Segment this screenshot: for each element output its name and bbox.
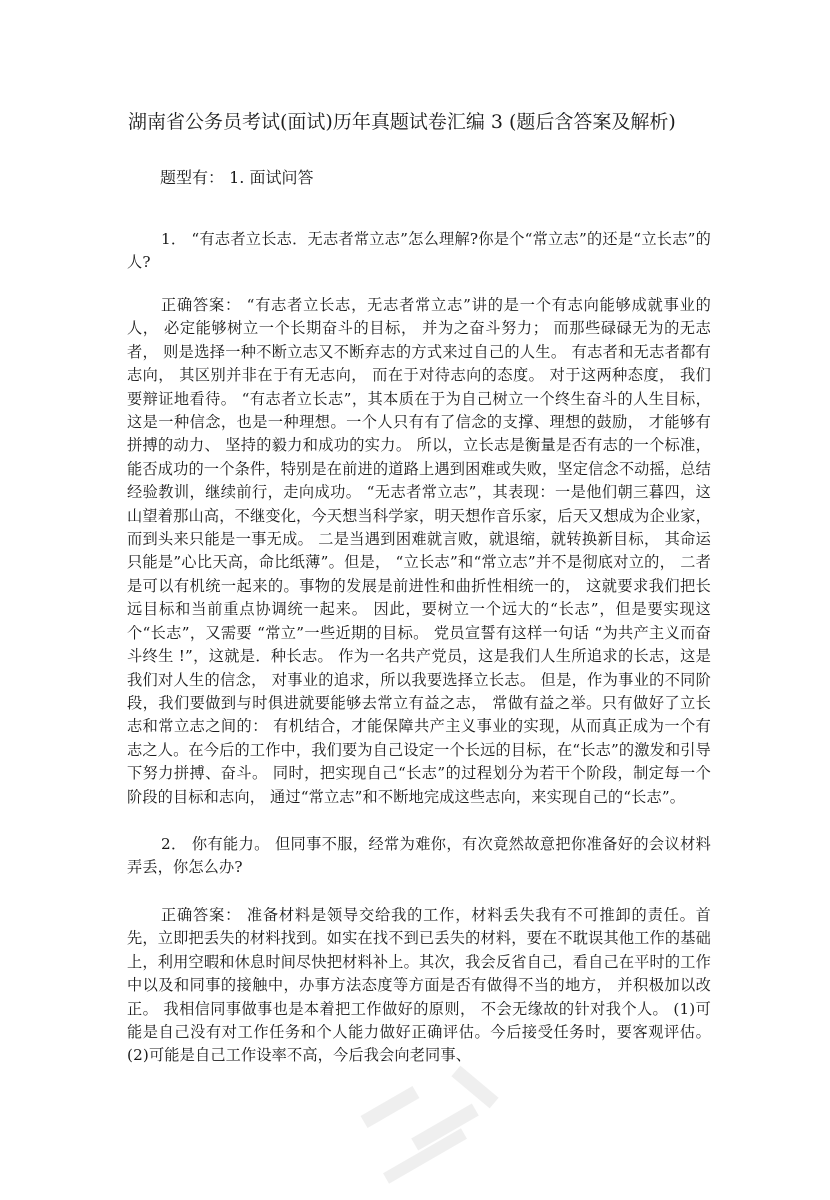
question-2 [127, 833, 711, 880]
watermark-graphic [340, 1060, 540, 1200]
answer-1 [127, 294, 711, 809]
question-1-text: 1． “有志者立长志．无志者常立志”怎么理解?你是个“常立志”的还是“立长志”的人? [127, 230, 711, 272]
document-title: 湖南省公务员考试(面试)历年真题试卷汇编 3 (题后含答案及解析) [128, 111, 676, 133]
question-2-text: 2． 你有能力。 但同事不服，经常为难你，有次竟然故意把你准备好的会议材料弄丢，你怎么办? [127, 835, 711, 877]
question-type-line: 题型有： 1. 面试问答 [160, 168, 314, 187]
answer-2-text: 正确答案： 准备材料是领导交给我的工作，材料丢失我有不可推卸的责任。首先，立即把丢失的材料找到。如实在找不到已丢失的材料，要在不耽误其他工作的基础上，利用空暇和休息时间尽快把材料补上。其次，我会反省自己，看自己在平时的工作中以及和同事的接触中，办事方法态度等方面是否有做得不当的地方， 并积极加以改正。 我相信同事做事也是本着把工作做好的原则， 不会无缘故的针对我个人。 (1)可能是自己没有对工作任务和个人能力做好正确评估。今后接受任务时，要客观评估。(2)可能是自己工作设率不高，今后我会向老同事、 [127, 906, 711, 1065]
question-1 [127, 228, 711, 275]
answer-1-text: 正确答案： “有志者立长志，无志者常立志”讲的是一个有志向能够成就事业的人， 必定能够树立一个长期奋斗的目标， 并为之奋斗努力； 而那些碌碌无为的无志者， 则是选择一种不断立志又不断弃志的方式来过自己的人生。 有志者和无志者都有志向， 其区别并非在于有无志向， 而在于对待志向的态度。 对于这两种态度， 我们要辩证地看待。 “有志者立长志”，其本质在于为自己树立一个终生奋斗的人生目标，这是一种信念，也是一种理想。一个人只有有了信念的支撑、理想的鼓励， 才能够有拼搏的动力、 坚持的毅力和成功的实力。 所以，立长志是衡量是否有志的一个标准，能否成功的一个条件，特别是在前进的道路上遇到困难或失败，坚定信念不动摇，总结经验教训，继续前行，走向成功。 “无志者常立志”，其表现：一是他们朝三暮四，这山望着那山高，不继变化，今天想当科学家，明天想作音乐家，后天又想成为企业家，而到头来只能是一事无成。 二是当遇到困难就言败，就退缩，就转换新目标， 其命运只能是”心比天高，命比纸薄”。但是， “立长志”和“常立志”并不是彻底对立的， 二者是可以有机统一起来的。事物的发展是前进性和曲折性相统一的， 这就要求我们把长远目标和当前重点协调统一起来。 因此，要树立一个远大的“长志”，但是要实现这个“长志”，又需要 “常立”一些近期的目标。 党员宣誓有这样一句话 “为共产主义而奋斗终生 !”，这就是．种长志。 作为一名共产党员，这是我们人生所追求的长志，这是我们对人生的信念， 对事业的追求，所以我要选择立长志。 但是，作为事业的不同阶段，我们要做到与时俱进就要能够去常立有益之志， 常做有益之举。只有做好了立长志和常立志之间的： 有机结合，才能保障共产主义事业的实现，从而真正成为一个有志之人。在今后的工作中，我们要为自己设定一个长远的目标，在“长志”的激发和引导下努力拼搏、奋斗。 同时，把实现自己“长志”的过程划分为若干个阶段，制定每一个阶段的目标和志向， 通过“常立志”和不断地完成这些志向，来实现自己的“长志”。 [127, 296, 711, 806]
answer-2 [127, 904, 711, 1068]
